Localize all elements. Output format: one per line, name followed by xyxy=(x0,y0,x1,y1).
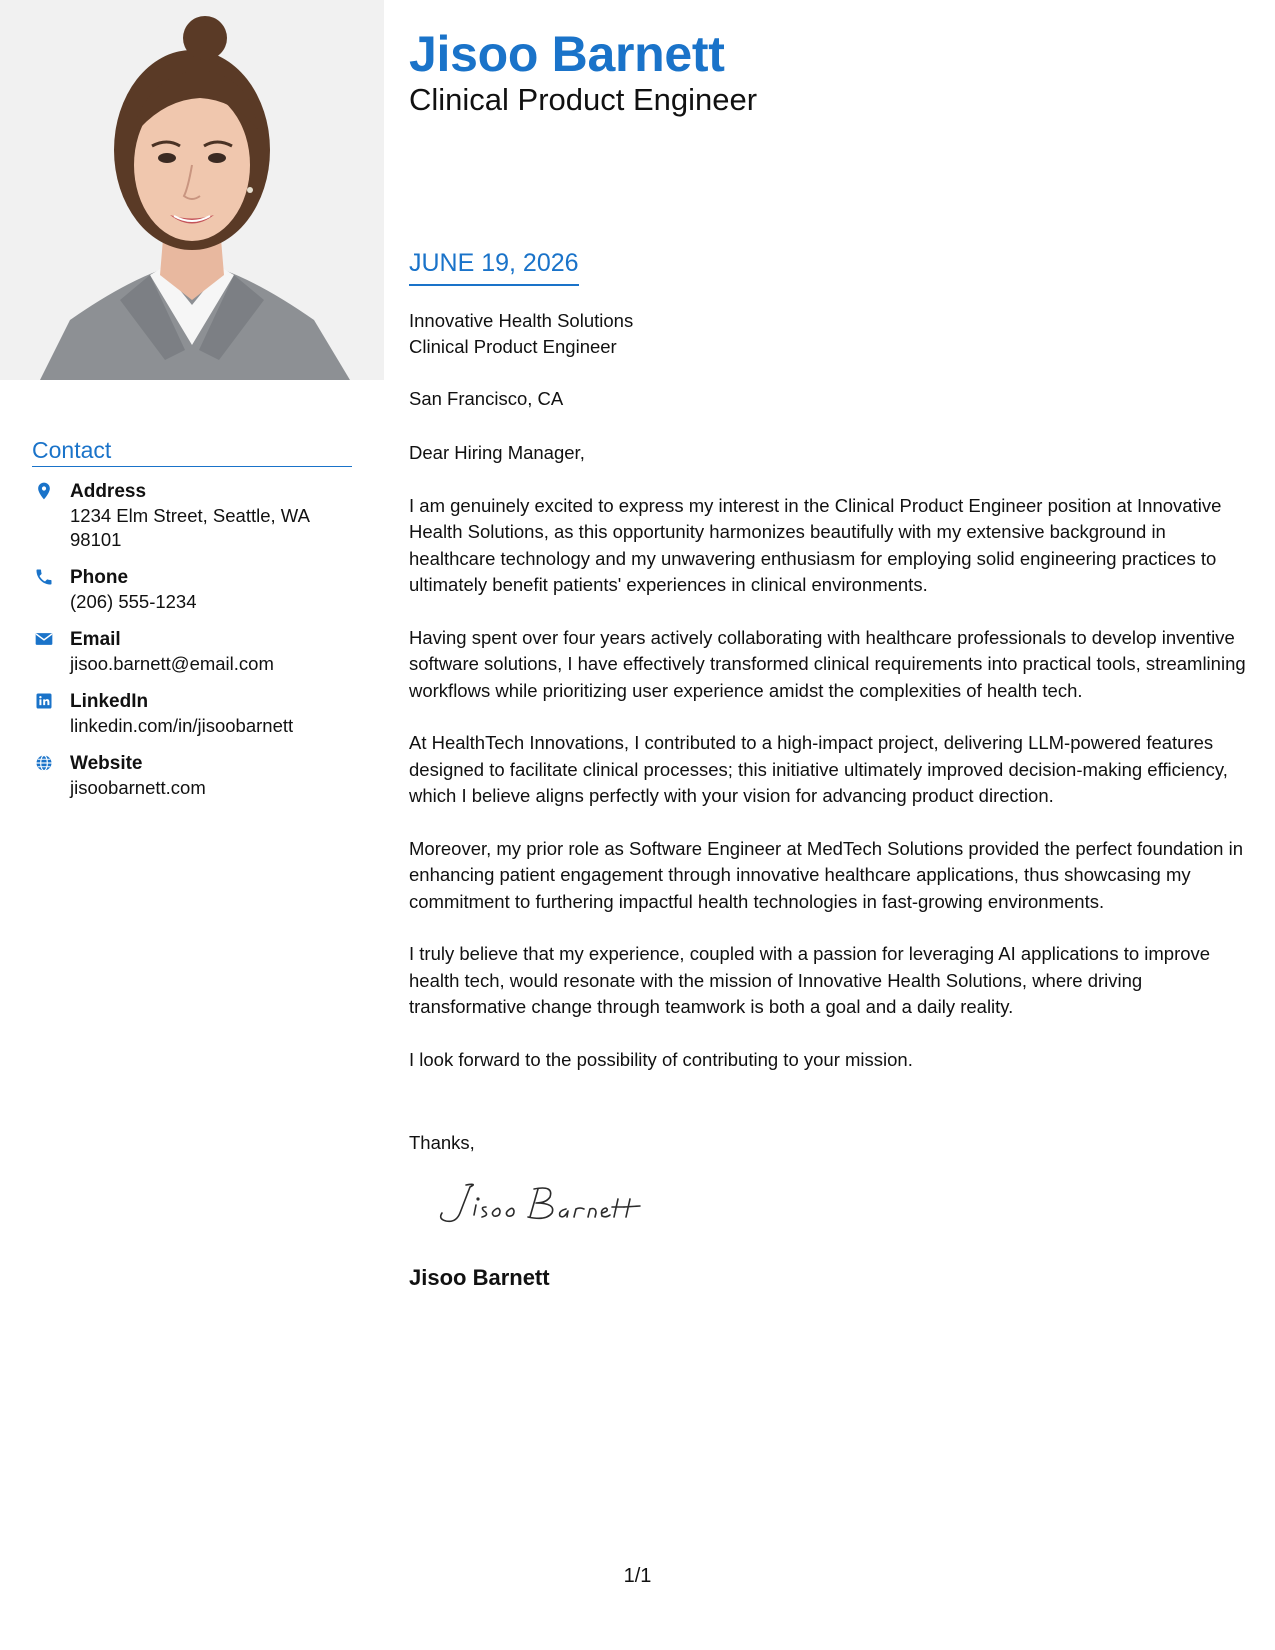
contact-label: Email xyxy=(70,629,121,650)
letter-paragraph: I look forward to the possibility of contributing to your mission. xyxy=(409,1048,913,1070)
location-pin-icon xyxy=(32,479,56,503)
email-icon xyxy=(32,627,56,651)
contact-item-address xyxy=(32,480,352,552)
globe-icon xyxy=(32,751,56,775)
phone-icon xyxy=(32,565,56,589)
contact-section xyxy=(32,436,352,814)
contact-label: Website xyxy=(70,753,143,774)
recipient-company: Innovative Health Solutions xyxy=(409,310,634,331)
page-number: 1/1 xyxy=(623,1565,652,1587)
salutation: Dear Hiring Manager, xyxy=(409,442,585,463)
signer-name: Jisoo Barnett xyxy=(409,1265,550,1290)
contact-value: (206) 555-1234 xyxy=(70,591,197,612)
applicant-title: Clinical Product Engineer xyxy=(409,82,758,117)
recipient-location: San Francisco, CA xyxy=(409,388,564,409)
recipient-block xyxy=(409,308,1239,412)
letter-paragraph: Having spent over four years actively collaborating with healthcare professionals to develop inventive software solutions, I have effectively transformed clinical requirements into practical tools, streamlining workflows while prioritizing user experience amidst the complexities of health tech. xyxy=(409,626,1246,701)
letter-paragraph: At HealthTech Innovations, I contributed to a high-impact project, delivering LLM-powered features designed to facilitate clinical processes; this initiative ultimately improved decision-making efficiency, which I believe aligns perfectly with your vision for advancing product direction. xyxy=(409,732,1228,806)
contact-label: Phone xyxy=(70,567,129,588)
contact-heading: Contact xyxy=(32,436,352,467)
recipient-position: Clinical Product Engineer xyxy=(409,336,617,357)
letter-paragraph: Moreover, my prior role as Software Engineer at MedTech Solutions provided the perfect foundation in enhancing patient engagement through innovative healthcare applications, thus showcasing my commitment to furthering impactful health technologies in fast-growing environments. xyxy=(409,837,1243,912)
contact-value: linkedin.com/in/jisoobarnett xyxy=(70,715,294,736)
header xyxy=(409,26,1249,118)
contact-value: jisoobarnett.com xyxy=(70,777,206,798)
contact-label: LinkedIn xyxy=(70,691,149,712)
contact-item-website xyxy=(32,752,352,800)
letter-date: JUNE 19, 2026 xyxy=(409,248,579,286)
handwritten-signature xyxy=(430,1175,670,1235)
contact-item-phone xyxy=(32,566,352,614)
profile-photo xyxy=(0,0,384,380)
letter-paragraph: I am genuinely excited to express my interest in the Clinical Product Engineer position at Innovative Health Solutions, as this opportunity harmonizes beautifully with my extensive background in healthcare technology and my unwavering enthusiasm for employing solid engineering practices to ultimately benefit patients' experiences in clinical environments. xyxy=(409,494,1222,595)
contact-label: Address xyxy=(70,481,147,502)
letter-body xyxy=(409,440,1247,1099)
contact-value: jisoo.barnett@email.com xyxy=(70,653,274,674)
applicant-name: Jisoo Barnett xyxy=(409,26,725,82)
linkedin-icon xyxy=(32,689,56,713)
contact-item-linkedin xyxy=(32,690,352,738)
contact-item-email xyxy=(32,628,352,676)
contact-value: 1234 Elm Street, Seattle, WA 98101 xyxy=(70,505,309,550)
letter-paragraph: I truly believe that my experience, coupled with a passion for leveraging AI applications to improve health tech, would resonate with the mission of Innovative Health Solutions, where driving transformative change through teamwork is both a goal and a daily reality. xyxy=(409,943,1211,1017)
closing: Thanks, xyxy=(409,1132,475,1153)
